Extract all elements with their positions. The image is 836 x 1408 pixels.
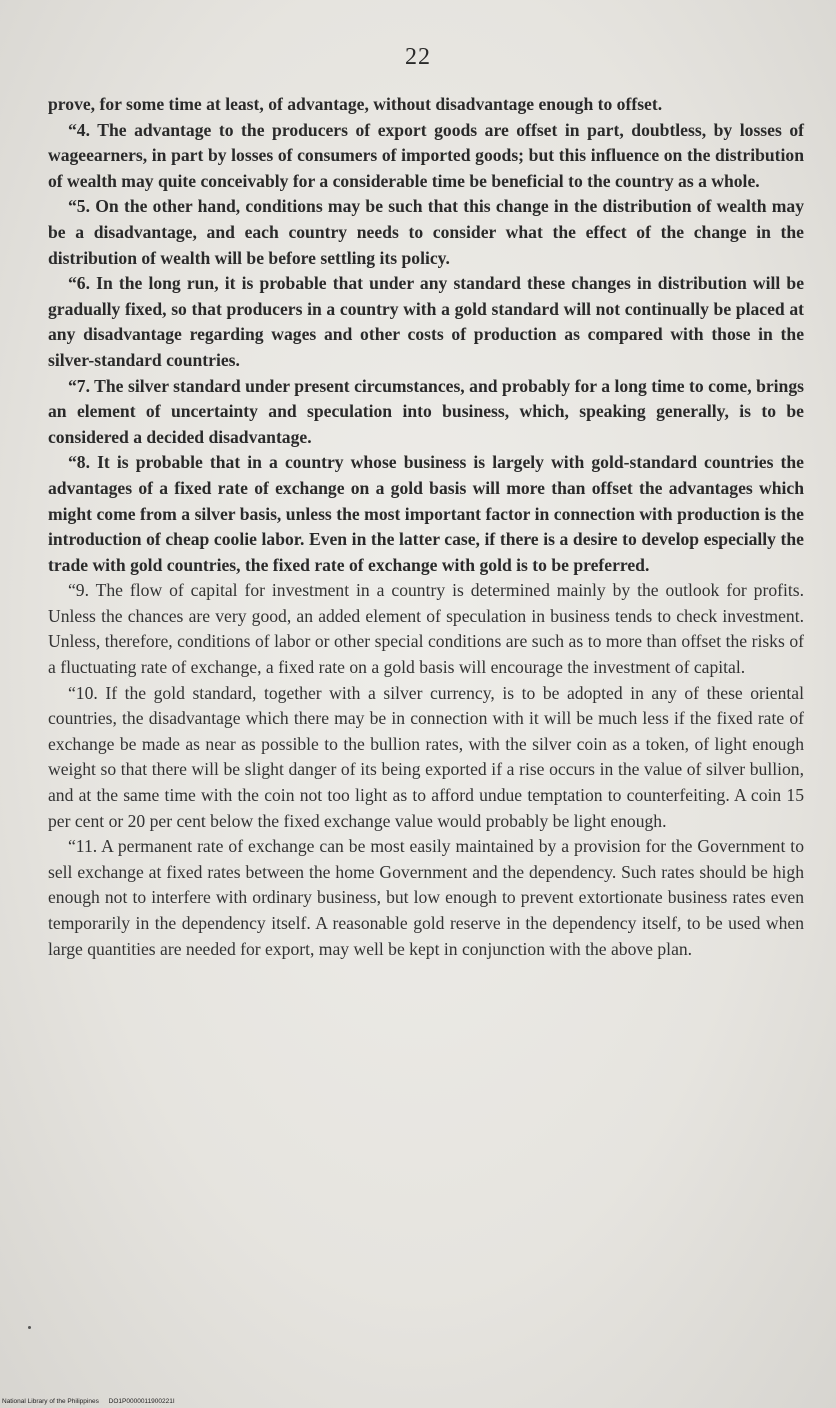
paragraph-item-10: “10. If the gold standard, together with a silver currency, is to be adopted in any of these oriental countries, the disadvantage which there may be in connection with it will be much less if the fixed rate of exchange be made as near as possible to the bullion rates, with the silver coin as a token, of light enough weight so that there will be slight danger of its being exported if a rise occurs in the value of silver bullion, and at the same time with the coin not too light as to afford undue temptation to counterfeiting. A coin 15 per cent or 20 per cent below the fixed exchange value would probably be light enough. bbox=[48, 682, 804, 831]
paragraph-item-11: “11. A permanent rate of exchange can be most easily maintained by a provision for the Government to sell exchange at fixed rates between the home Government and the dependency. Such rates should be high enough not to interfere with ordinary business, but low enough to prevent extortionate business rates even temporarily in the dependency itself. A reasonable gold reserve in the dependency itself, to be used when large quantities are needed for export, may well be kept in conjunction with the above plan. bbox=[48, 836, 804, 959]
paragraph-item-9: “9. The flow of capital for investment in a country is determined mainly by the outlook for profits. Unless the chances are very good, an added element of speculation in business tends to check investment. Unless, therefore, conditions of labor or other special conditions are such as to more than offset the risks of a fluctuating rate of exchange, a fixed rate on a gold basis will encourage the investment of capital. bbox=[48, 580, 804, 678]
scan-speck bbox=[28, 1326, 31, 1329]
paragraph-item-4: “4. The advantage to the producers of export goods are offset in part, doubtless, by losses of wageearners, in part by losses of consumers of imported goods; but this influence on the distribution of wealth may quite conceivably for a considerable time be beneficial to the country as a whole. bbox=[48, 119, 804, 191]
library-credit: National Library of the Philippines bbox=[2, 1398, 99, 1405]
paragraph-item-8: “8. It is probable that in a country whose business is largely with gold-standard countries the advantages of a fixed rate of exchange on a gold basis will more than offset the advantages which might come from a silver basis, unless the most important factor in connection with production is the introduction of cheap coolie labor. Even in the latter case, if there is a desire to develop especially the trade with gold countries, the fixed rate of exchange with gold is to be preferred. bbox=[48, 452, 804, 575]
paragraph-item-7: “7. The silver standard under present circumstances, and probably for a long time to come, brings an element of uncertainty and speculation into business, which, speaking generally, is to be considered a decided disadvantage. bbox=[48, 375, 804, 447]
scan-code: DO1P0000011900221I bbox=[108, 1398, 175, 1405]
scan-footer bbox=[2, 1398, 183, 1405]
page-number: 22 bbox=[405, 44, 431, 70]
body-text bbox=[48, 92, 804, 962]
paragraph-item-5: “5. On the other hand, conditions may be such that this change in the distribution of wealth may be a disadvantage, and each country needs to consider what the effect of the change in the distribution of wealth will be before settling its policy. bbox=[48, 196, 804, 268]
paragraph-continuation: prove, for some time at least, of advantage, without disadvantage enough to offset. bbox=[48, 94, 663, 114]
paragraph-item-6: “6. In the long run, it is probable that under any standard these changes in distribution will be gradually fixed, so that producers in a country with a gold standard will not continually be placed at any disadvantage regarding wages and other costs of production as compared with those in the silver-standard countries. bbox=[48, 273, 804, 370]
